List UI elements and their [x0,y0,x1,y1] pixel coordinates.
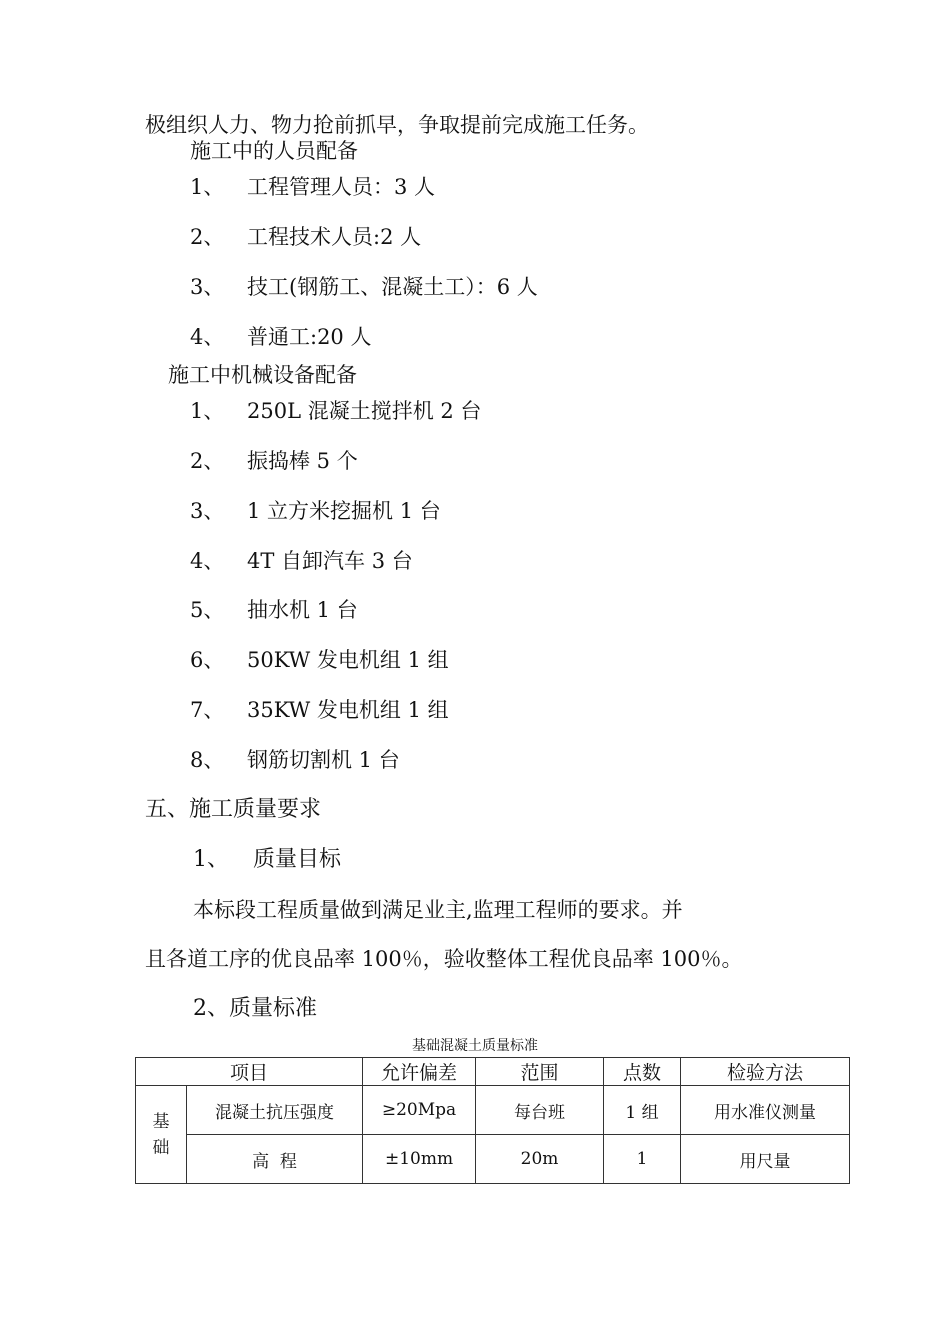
list-number: 7、 [190,698,225,722]
intro-line: 极组织人力、物力抢前抓早，争取提前完成施工任务。 [145,113,649,137]
table-caption: 基础混凝土质量标准 [412,1038,538,1054]
list-text: 50KW 发电机组 1 组 [247,648,449,672]
list-text: 工程管理人员：3 人 [247,175,436,199]
table-cell: 1 [604,1135,681,1184]
paragraph-line: 且各道工序的优良品率 100％，验收整体工程优良品率 100％。 [145,947,743,971]
section-heading: 五、施工质量要求 [145,797,322,822]
table-row [136,1135,850,1184]
table-header-row [136,1058,850,1086]
list-number: 1、 [190,175,225,199]
list-number: 3、 [190,275,225,299]
paragraph-line: 本标段工程质量做到满足业主,监理工程师的要求。并 [193,898,683,922]
table-cell: ±10mm [363,1135,476,1184]
personnel-heading: 施工中的人员配备 [190,139,358,163]
list-text: 工程技术人员:2 人 [247,225,422,249]
list-text: 4T 自卸汽车 3 台 [247,549,413,573]
list-text: 250L 混凝土搅拌机 2 台 [247,399,482,423]
subsection-title: 2、质量标准 [193,996,317,1021]
list-text: 抽水机 1 台 [247,598,358,622]
list-text: 钢筋切割机 1 台 [247,748,400,772]
group-label-cell [136,1086,187,1184]
table-cell: 混凝土抗压强度 [187,1086,363,1135]
list-text: 振捣棒 5 个 [247,449,358,473]
list-number: 6、 [190,648,225,672]
table-cell: 高 程 [187,1135,363,1184]
list-text: 普通工:20 人 [247,325,372,349]
group-label-char: 基 [152,1111,170,1132]
list-text: 1 立方米挖掘机 1 台 [247,499,441,523]
list-number: 4、 [190,325,225,349]
list-number: 2、 [190,225,225,249]
subsection-number: 1、 [193,847,229,872]
table-header-cell: 检验方法 [681,1058,850,1086]
table-header-cell: 允许偏差 [363,1058,476,1086]
list-number: 5、 [190,598,225,622]
table-cell: 1 组 [604,1086,681,1135]
list-text: 技工(钢筋工、混凝土工）：6 人 [247,275,538,299]
table-cell: 20m [476,1135,604,1184]
table-cell: ≥20Mpa [363,1086,476,1135]
group-label-char: 础 [152,1137,170,1158]
quality-standard-table [135,1057,850,1184]
table-header-cell: 点数 [604,1058,681,1086]
subsection-label: 质量目标 [253,847,342,872]
list-number: 8、 [190,748,225,772]
list-number: 3、 [190,499,225,523]
list-number: 2、 [190,449,225,473]
list-number: 1、 [190,399,225,423]
table-header-cell: 范围 [476,1058,604,1086]
table-cell: 每台班 [476,1086,604,1135]
list-number: 4、 [190,549,225,573]
equipment-heading: 施工中机械设备配备 [168,363,357,387]
table-cell: 用水准仪测量 [681,1086,850,1135]
table-row [136,1086,850,1135]
table-header-cell: 项目 [136,1058,363,1086]
table-cell: 用尺量 [681,1135,850,1184]
list-text: 35KW 发电机组 1 组 [247,698,449,722]
